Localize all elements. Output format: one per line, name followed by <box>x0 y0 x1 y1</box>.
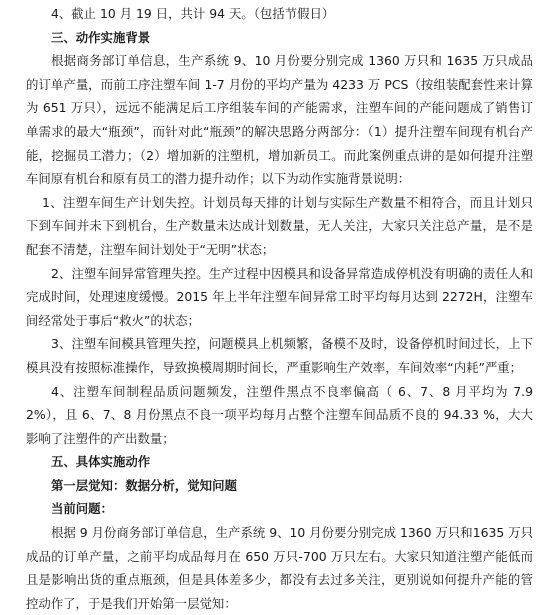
current-problem-title: 当前问题： <box>51 501 113 517</box>
intro-item-4: 4、截止 10 月 19 日，共计 94 天。（包括节假日） <box>51 6 335 21</box>
section-3-heading: 三、动作实施背景 <box>51 29 151 45</box>
background-item-3: 3、注塑车间模具管理失控，问题模具上机频繁，备模不及时，设备停机时间过长，上下模具没有按照标准操作，导致换模周期时间长，严重影响生产效率，车间效率“内耗”严重； <box>26 336 533 375</box>
layer-1-title: 第一层觉知：数据分析，觉知问题 <box>51 477 237 493</box>
section-5-paragraph: 根据 9 月份商务部订单信息，生产系统 9、10 月份要分别完成 1360 万只和1635 万只成品的订单产量，之前平均成品每月在 650 万只-700 万只左右。大家只知道注塑产能低而且是影响出货的重点瓶颈，但是具体差多少，都没有去过多关注，更别说如何提升产能的管控动作了，于是我们开始第一层觉知： <box>26 525 533 611</box>
background-item-1: 1、注塑车间生产计划失控。计划员每天排的计划与实际生产数量不相符合，而且计划只下到车间并未下到机台，生产数量未达成计划数量，无人关注，大家只关注总产量，是不是配套不清楚，注塑车间计划处于“无明”状态； <box>26 194 533 257</box>
background-item-4: 4、注塑车间制程品质问题频发，注塑件黑点不良率偏高（ 6、7、8 月平均为 7.92%），且 6、7、8 月份黑点不良一项平均每月占整个注塑车间品质不良的 94.33 %，大大影响了注塑件的产出数量； <box>26 383 533 446</box>
section-3-paragraph: 根据商务部订单信息，生产系统 9、10 月份要分别完成 1360 万只和 1635 万只成品的订单产量，而前工序注塑车间 1-7 月份的平均产量为 4233 万 PCS（按组装配套性来计算为 651 万只），远远不能满足后工序组装车间的产能需求，注塑车间的产能问题成了销售订单需求的最大“瓶颈”，而针对此“瓶颈”的解决思路分两部分：（1）提升注塑车间现有机台产能，挖掘员工潜力；（2）增加新的注塑机，增加新员工。而此案例重点讲的是如何提升注塑车间原有机台和原有员工的潜力提升动作；以下为动作实施背景说明： <box>26 53 533 187</box>
background-item-2: 2、注塑车间异常管理失控。生产过程中因模具和设备异常造成停机没有明确的责任人和完成时间，处理速度缓慢。2015 年上半年注塑车间异常工时平均每月达到 2272H，注塑车间经常处于事后“救火”的状态； <box>26 265 533 328</box>
section-5-heading: 五、具体实施动作 <box>51 454 151 470</box>
